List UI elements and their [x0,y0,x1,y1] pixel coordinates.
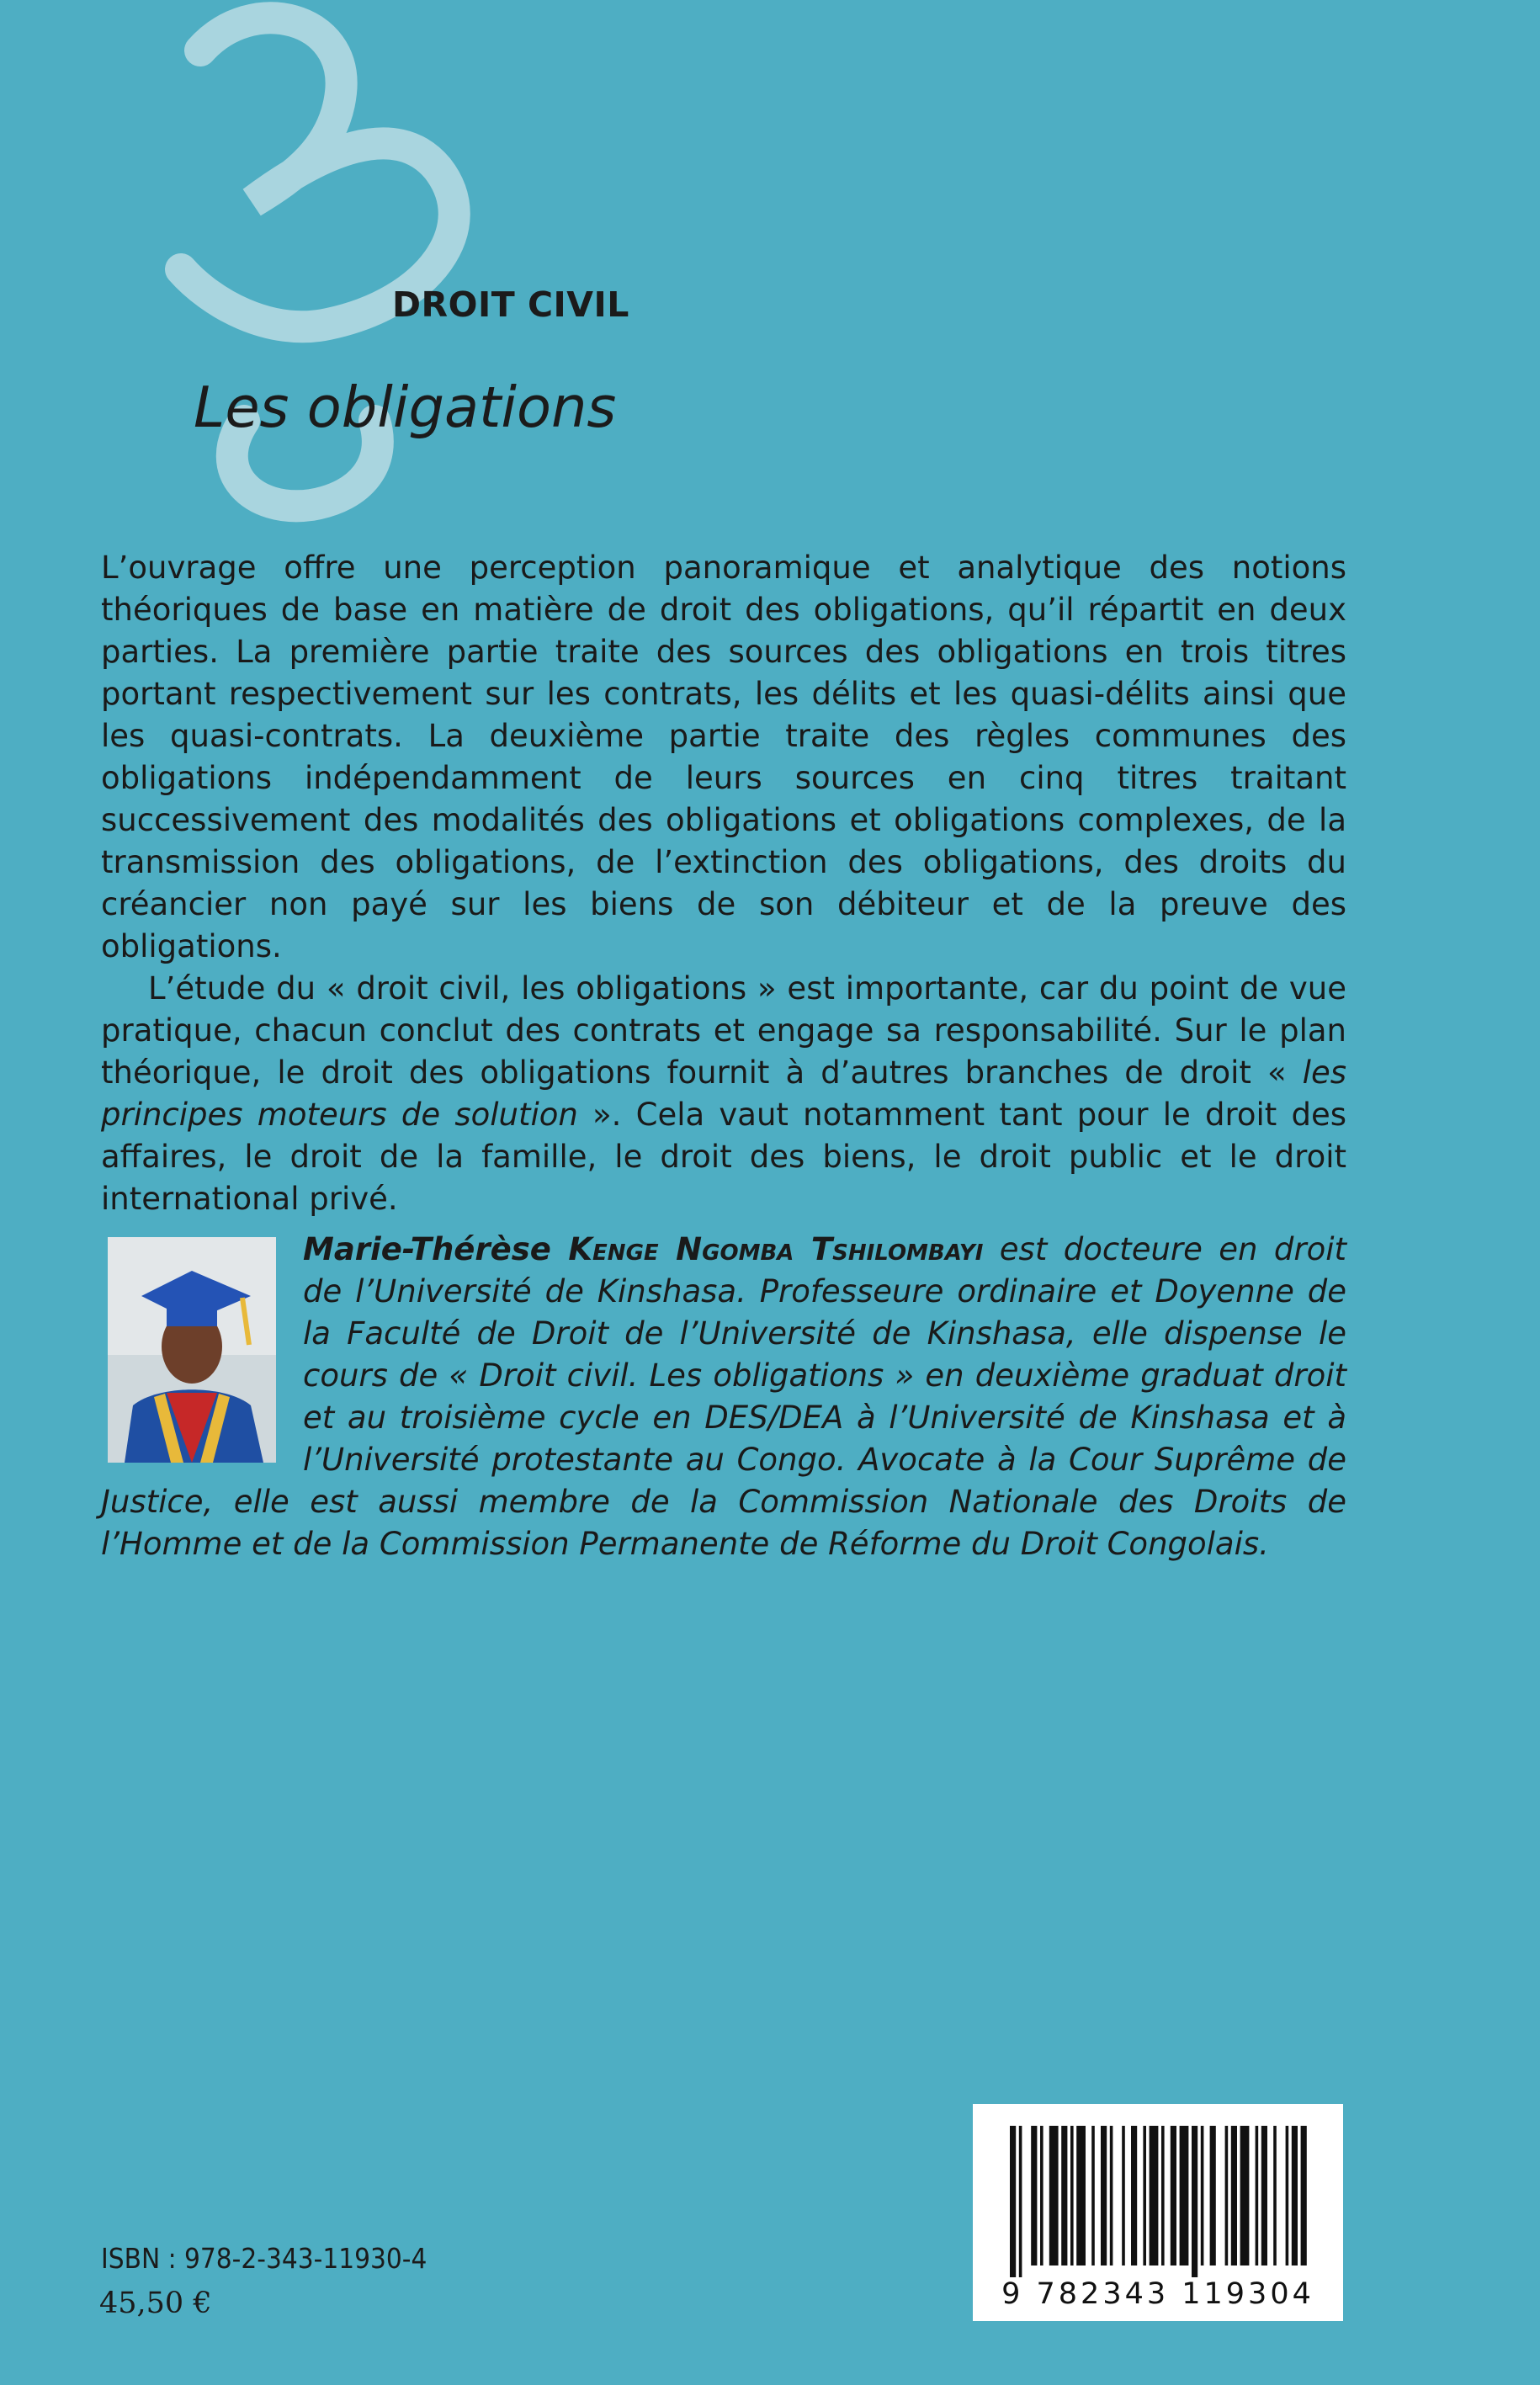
summary-paragraph-2 [101,968,1346,1220]
author-surname: Kenge Ngomba Tshilombayi [568,1231,984,1267]
barcode-bar [1049,2126,1059,2265]
series-title: DROIT CIVIL [392,284,629,325]
barcode-bar [1261,2126,1267,2265]
barcode-bar [1286,2126,1289,2265]
barcode-bar [1076,2126,1086,2265]
summary-paragraph-1: L’ouvrage offre une perception panoramique et analytique des notions théoriques de base en matière de droit des obligations, qu’il répartit en deux parties. La première partie traite des sources des obligations en trois titres portant respectivement sur les contrats, les délits et les quasi-délits ainsi que les quasi-contrats. La deuxième partie traite des règles communes des obligations indépendamment de leurs sources en cinq titres traitant successivement des modalités des obligations et obligations complexes, de la transmission des obligations, de l’extinction des obligations, des droits du créancier non payé sur les biens de son débiteur et de la preuve des obligations. [101,550,1346,964]
publisher-logo-icon [0,0,1540,589]
barcode-bar [1231,2126,1237,2265]
author-bio-text: est docteure en droit de l’Université de Kinshasa. Professeure ordinaire et Doyenne de la Faculté de Droit de l’Université de Kinshasa, elle dispense le cours de « Droit civil. Les obligations » en deuxième graduat droit et au troisième cycle en DES/DEA à l’Université de Kinshasa et à l’Université protestante au Congo. Avocate à la Cour Suprême de Justice, elle est aussi membre de la Commission Nationale des Droits de l’Homme et de la Commission Permanente de Réforme du Droit Congolais. [101,1231,1347,1562]
barcode-bar [1301,2126,1307,2265]
barcode-bar [1091,2126,1095,2265]
barcode-bar [1292,2126,1298,2265]
barcode-bar [1256,2126,1259,2265]
author-first-name: Marie-Thérèse [303,1231,569,1267]
barcode-bar [1171,2126,1176,2265]
author-portrait-icon [108,1237,276,1463]
summary-paragraph-2-end: ». Cela vaut notamment tant pour le droit des affaires, le droit de la famille, le droit des biens, le droit public et le droit international privé. [101,1097,1346,1217]
barcode-bar [1192,2126,1197,2277]
barcode-bar [1161,2126,1165,2265]
barcode-bar [1061,2126,1067,2265]
barcode-bar [1101,2126,1107,2265]
summary-paragraph-2-start: L’étude du « droit civil, les obligations » est importante, car du point de vue pratique, chacun conclut des contrats et engage sa responsabilité. Sur le plan théorique, le droit des obligations fournit à d’autres branches de droit « [101,970,1346,1091]
barcode-bar [1110,2126,1113,2265]
barcode-bar [1180,2126,1189,2265]
author-bio [101,1229,1346,1565]
barcode-bar [1070,2126,1074,2265]
barcode-bar [1131,2126,1137,2265]
barcode-bar [1210,2126,1216,2265]
book-title: Les obligations [194,374,617,440]
barcode-bar [1040,2126,1043,2265]
barcode-bar [1010,2126,1016,2277]
summary-quote: les principes moteurs de solution [101,1054,1346,1133]
barcode-digits: 9 782343 119304 [1001,2277,1314,2311]
barcode-bar [1122,2126,1125,2265]
barcode-bar [1150,2126,1159,2265]
barcode-bar [1273,2126,1277,2265]
barcode-bar [1201,2126,1204,2265]
barcode-bar [1031,2126,1037,2265]
barcode-bar [1143,2126,1146,2265]
price: 45,50 € [99,2287,212,2320]
author-photo [108,1237,276,1463]
isbn: ISBN : 978-2-343-11930-4 [101,2242,427,2275]
barcode [973,2104,1343,2321]
barcode-bar [1019,2126,1022,2277]
barcode-bar [1240,2126,1250,2265]
summary-text [101,547,1346,1220]
barcode-bar [1225,2126,1229,2265]
